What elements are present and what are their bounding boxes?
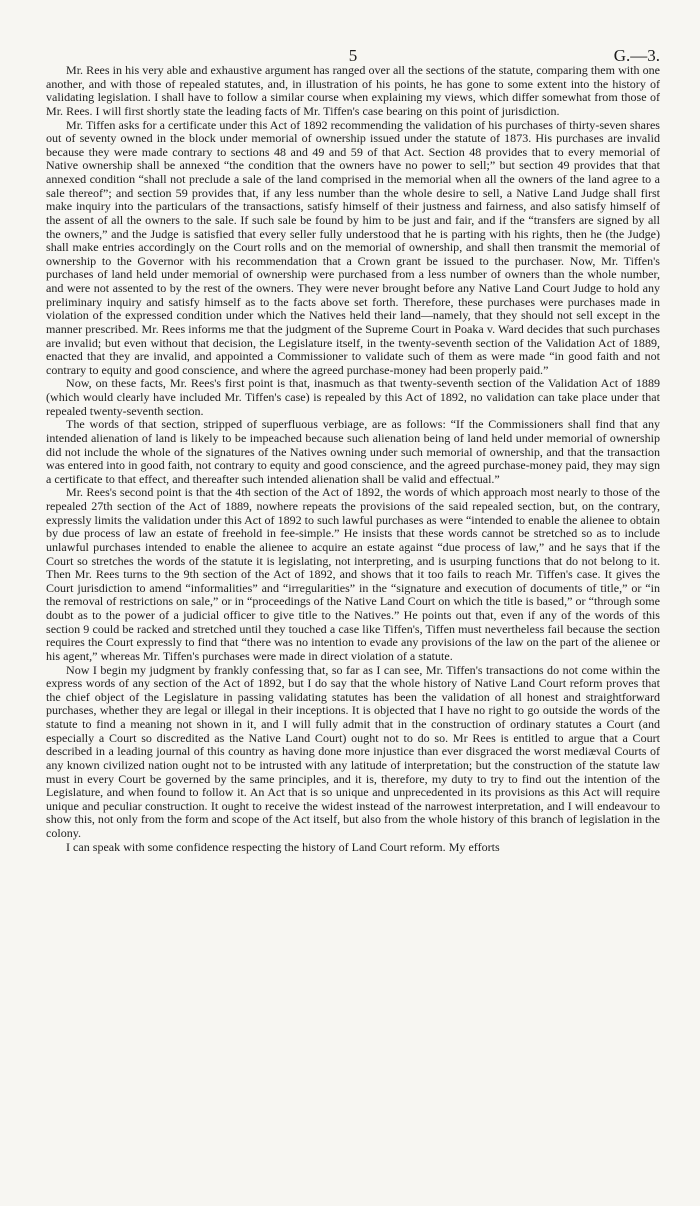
body-text	[46, 64, 660, 854]
paragraph: I can speak with some confidence respecting the history of Land Court reform. My efforts	[66, 839, 500, 854]
paragraph: The words of that section, stripped of superfluous verbiage, are as follows: “If the Commissioners shall find that any intended alienation of land is likely to be impeached because such alienation being of land held under memorial of ownership did not include the whole of the signatures of the Natives owning under such memorial of ownership, and that the transaction was entered into in good faith, not contrary to equity and good conscience, and the agreed purchase-money paid, they may sign a certificate to that effect, and thereafter such intended alienation shall be valid and effectual.”	[46, 417, 660, 486]
paragraph: Mr. Tiffen asks for a certificate under this Act of 1892 recommending the validation of his purchases of thirty-seven shares out of seventy owned in the block under memorial of ownership issued under the statute of 1873. His purchases are invalid because they were made contrary to sections 48 and 49 and 59 of that Act. Section 48 provides that to every memorial of Native ownership shall be annexed “the condition that the owners have no power to sell;” but section 49 provides that that annexed condition “shall not preclude a sale of the land comprised in the memorial when all the owners of the land agree to a sale thereof”; and section 59 provides that, if any less number than the whole desire to sell, a Native Land Judge shall first make inquiry into the particulars of the transactions, satisfy himself of their justness and fairness, and also satisfy himself of the assent of all the owners to the sale. If such sale be found by him to be just and fair, and if the “transfers are signed by all the owners,” and the Judge is satisfied that every seller fully understood that he is parting with his rights, then he (the Judge) shall make entries accordingly on the Court rolls and on the memorial of ownership, and shall then transmit the memorial of ownership to the Governor with his recommendation that a Crown grant be issued to the purchaser. Now, Mr. Tiffen's purchases of land held under memorial of ownership were purchased from a less number of owners than the whole number, and were not assented to by the rest of the owners. They were never brought before any Native Land Court Judge to hold any preliminary inquiry and satisfy himself as to the facts above set forth. Therefore, these purchases were purchases made in violation of the expressed condition under which the Natives held their land—namely, that they should not sell except in the manner prescribed. Mr. Rees informs me that the judgment of the Supreme Court in Poaka v. Ward decides that such purchases are invalid; but even without that decision, the Legislature itself, in the twenty-seventh section of the Validation Act of 1889, enacted that they are invalid, and appointed a Commissioner to validate such of them as were made “in good faith and not contrary to equity and good conscience, and where the agreed purchase-money had been properly paid.”	[46, 117, 660, 377]
paragraph: Now I begin my judgment by frankly confessing that, so far as I can see, Mr. Tiffen's transactions do not come within the express words of any section of the Act of 1892, but I do say that the whole history of Native Land Court reform proves that the chief object of the Legislature in passing validating statutes has been the validation of all honest and straightforward purchases, whether they are legal or illegal in their inceptions. It is objected that I have no right to go outside the words of the statute to find a meaning not shown in it, and I will fully admit that in the construction of ordinary statutes a Court (and especially a Court so discredited as the Native Land Court) ought not to do so. Mr Rees is entitled to argue that a Court described in a leading journal of this country as having done more injustice than ever disgraced the worst mediæval Courts of any known civilized nation ought not to be intrusted with any latitude of interpretation; but the construction of the statute law must in every Court be governed by the same principles, and it is, therefore, my duty to try to find out the intention of the Legislature, and when found to follow it. An Act that is so unique and unprecedented in its provisions as this Act will require unique and peculiar construction. It ought to receive the widest instead of the narrowest interpretation, and I will endeavour to show this, not only from the form and scope of the Act itself, but also from the whole history of this branch of legislation in the colony.	[46, 662, 660, 840]
document-reference: G.—3.	[613, 46, 660, 65]
page-number: 5	[348, 46, 358, 65]
paragraph: Mr. Rees in his very able and exhaustive argument has ranged over all the sections of the statute, comparing them with one another, and with those of repealed statutes, and, in illustration of his points, he has gone to some extent into the history of validating legislation. I shall have to follow a similar course when explaining my views, which differ somewhat from those of Mr. Rees. I will first shortly state the leading facts of Mr. Tiffen's case bearing on this point of jurisdiction.	[46, 63, 660, 118]
paragraph: Now, on these facts, Mr. Rees's first point is that, inasmuch as that twenty-seventh section of the Validation Act of 1889 (which would clearly have included Mr. Tiffen's case) is repealed by this Act of 1892, no validation can take place under that repealed twenty-seventh section.	[46, 376, 660, 418]
paragraph: Mr. Rees's second point is that the 4th section of the Act of 1892, the words of which approach most nearly to those of the repealed 27th section of the Act of 1889, nowhere repeats the provisions of the said repealed section, but, on the contrary, expressly limits the validation under this Act of 1892 to such lawful purchases as were “intended to enable the alienee to obtain by due process of law an estate of freehold in fee-simple.” He insists that these words cannot be stretched so as to include unlawful purchases intended to enable the alienee to acquire an estate against “due process of law,” and he says that if the Court so stretches the words of the statute it is legislating, not interpreting, and is usurping functions that do not belong to it. Then Mr. Rees turns to the 9th section of the Act of 1892, and shows that it too fails to reach Mr. Tiffen's case. It gives the Court jurisdiction to amend “informalities” and “irregularities” in the “signature and execution of documents of title,” or “in the removal of restrictions on sale,” or in “proceedings of the Native Land Court on which the title is based,” or “through some doubt as to the power of a judicial officer to give title to the Natives.” He points out that, even if any of the words of this section 9 could be racked and stretched until they touched a case like Tiffen's, Tiffen must nevertheless fail because the section requires the Court expressly to find that “there was no intention to evade any provisions of the law on the part of the alienee or his agent,” whereas Mr. Tiffen's purchases were made in direct violation of a statute.	[46, 485, 660, 663]
page-header	[46, 0, 660, 64]
